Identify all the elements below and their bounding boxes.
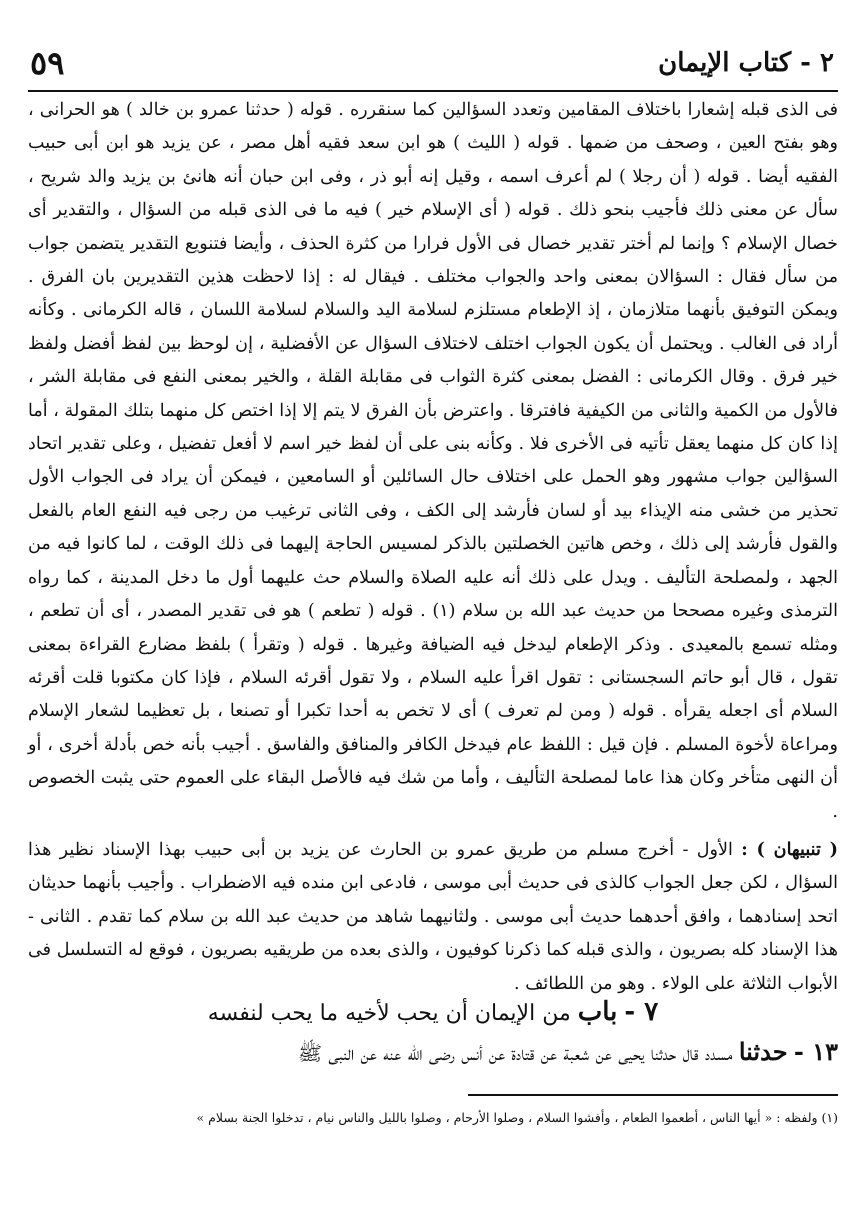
footnote-rule bbox=[468, 1094, 838, 1096]
notes-text: الأول - أخرج مسلم من طريق عمرو بن الحارث عن يزيد بن أبى حبيب بهذا الإسناد نظير هذا السؤال ، لكن جعل الجواب كالذى فى حديث أبى موسى ، فادعى ابن منده فيه الاضطراب . وأجيب بأنهما حديثان اتحد إسنادهما ، وافق أحدهما حديث أبى موسى . ولثانيهما شاهد من حديث عبد الله بن سلام كما تقدم . الثانى - هذا الإسناد كله بصريون ، والذى قبله كما ذكرنا كوفيون ، والذى بعده من طريقيه بصريون ، فوقع له التسلسل فى الأبواب الثلاثة على الولاء . وهو من اللطائف . bbox=[28, 839, 838, 994]
hadith-haddathana: حدثنا bbox=[738, 1037, 788, 1066]
hadith-line bbox=[28, 1030, 838, 1074]
notes-label: ( تنبيهان ) : bbox=[741, 838, 839, 860]
chapter-number: ٧ - bbox=[624, 997, 659, 1027]
page-header bbox=[30, 38, 834, 88]
chapter-title: من الإيمان أن يحب لأخيه ما يحب لنفسه bbox=[207, 1001, 571, 1026]
commentary-body bbox=[28, 94, 838, 1001]
footnote: (١) ولفظه : « أيها الناس ، أطعموا الطعام ، وأفشوا السلام ، وصلوا الأرحام ، وصلوا بالليل والناس نيام ، تدخلوا الجنة بسلام » bbox=[196, 1110, 838, 1125]
header-rule bbox=[28, 90, 838, 92]
page-number: ٥٩ bbox=[30, 44, 65, 82]
commentary-paragraph: فى الذى قبله إشعارا باختلاف المقامين وتعدد السؤالين كما سنقرره . قوله ( حدثنا عمرو بن خالد ) هو الحرانى ، وهو بفتح العين ، وصحف من ضمها . قوله ( الليث ) هو ابن سعد فقيه أهل مصر ، عن يزيد هو ابن أبى حبيب الفقيه أيضا . قوله ( أن رجلا ) لم أعرف اسمه ، وقيل إنه أبو ذر ، وفى ابن حبان أنه هانئ بن يزيد والد شريح ، سأل عن معنى ذلك فأجيب بنحو ذلك . قوله ( أى الإسلام خير ) فيه ما فى الذى قبله من السؤال ، والتقدير أى خصال الإسلام ؟ وإنما لم أختر تقدير خصال فى الأول فرارا من كثرة الحذف ، وأيضا فتنويع التقدير يتضمن جواب من سأل فقال : السؤالان بمعنى واحد والجواب مختلف . فيقال له : إذا لاحظت هذين التقديرين بان الفرق . ويمكن التوفيق بأنهما متلازمان ، إذ الإطعام مستلزم لسلامة اليد والسلام لسلامة اللسان ، قاله الكرمانى . وكأنه أراد فى الغالب . ويحتمل أن يكون الجواب اختلف لاختلاف السؤال عن الأفضلية ، إن لوحظ بين لفظ أفضل ولفظ خير فرق . وقال الكرمانى : الفضل بمعنى كثرة الثواب فى مقابلة القلة ، والخير بمعنى النفع فى مقابلة الشر ، فالأول من الكمية والثانى من الكيفية فافترقا . واعترض بأن الفرق لا يتم إلا إذا اختص كل منهما بتلك المقولة ، أما إذا كان كل منهما يعقل تأتيه فى الأخرى فلا . وكأنه بنى على أن لفظ خير اسم لا أفعل تفضيل ، وعلى تقدير اتحاد السؤالين جواب مشهور وهو الحمل على اختلاف حال السائلين أو السامعين ، فيمكن أن يراد فى الجواب الأول تحذير من خشى منه الإيذاء بيد أو لسان فأرشد إلى الكف ، وفى الثانى ترغيب من رجى فيه النفع العام بالفعل والقول فأرشد إلى ذلك ، وخص هاتين الخصلتين بالذكر لمسيس الحاجة إليهما فى ذلك الوقت ، لما كانوا فيه من الجهد ، ولمصلحة التأليف . ويدل على ذلك أنه عليه الصلاة والسلام حث عليهما أول ما دخل المدينة ، كما رواه الترمذى وغيره مصححا من حديث عبد الله بن سلام (١) . قوله ( تطعم ) هو فى تقدير المصدر ، أى أن تطعم ، ومثله تسمع بالمعيدى . وذكر الإطعام ليدخل فيه الضيافة وغيرها . قوله ( وتقرأ ) بلفظ مضارع القراءة بمعنى تقول ، قال أبو حاتم السجستانى : تقول اقرأ عليه السلام ، ولا تقول أقرئه السلام ، فإذا كان مكتوبا قلت أقرئه السلام أى اجعله يقرأه . قوله ( ومن لم تعرف ) أى لا تخص به أحدا تكبرا أو تصنعا ، بل تعظيما لشعار الإسلام ومراعاة لأخوة المسلم . فإن قيل : اللفظ عام فيدخل الكافر والمنافق والفاسق . أجيب بأنه خص بأدلة أخرى ، أو أن النهى متأخر وكان هذا عاما لمصلحة التأليف ، وأما من شك فيه فالأصل البقاء على العموم حتى يثبت الخصوص . bbox=[28, 100, 838, 822]
notes-paragraph bbox=[28, 833, 838, 1001]
chapter-heading bbox=[28, 990, 838, 1034]
hadith-number: ١٣ - bbox=[793, 1037, 838, 1066]
hadith-text: مسدد قال حدثنا يحيى عن شعبة عن قتادة عن أنس رضى الله عنه عن النبى ﷺ bbox=[297, 1041, 733, 1065]
chapter-bab: باب bbox=[577, 997, 618, 1027]
book-title: ٢ - كتاب الإيمان bbox=[658, 48, 834, 78]
